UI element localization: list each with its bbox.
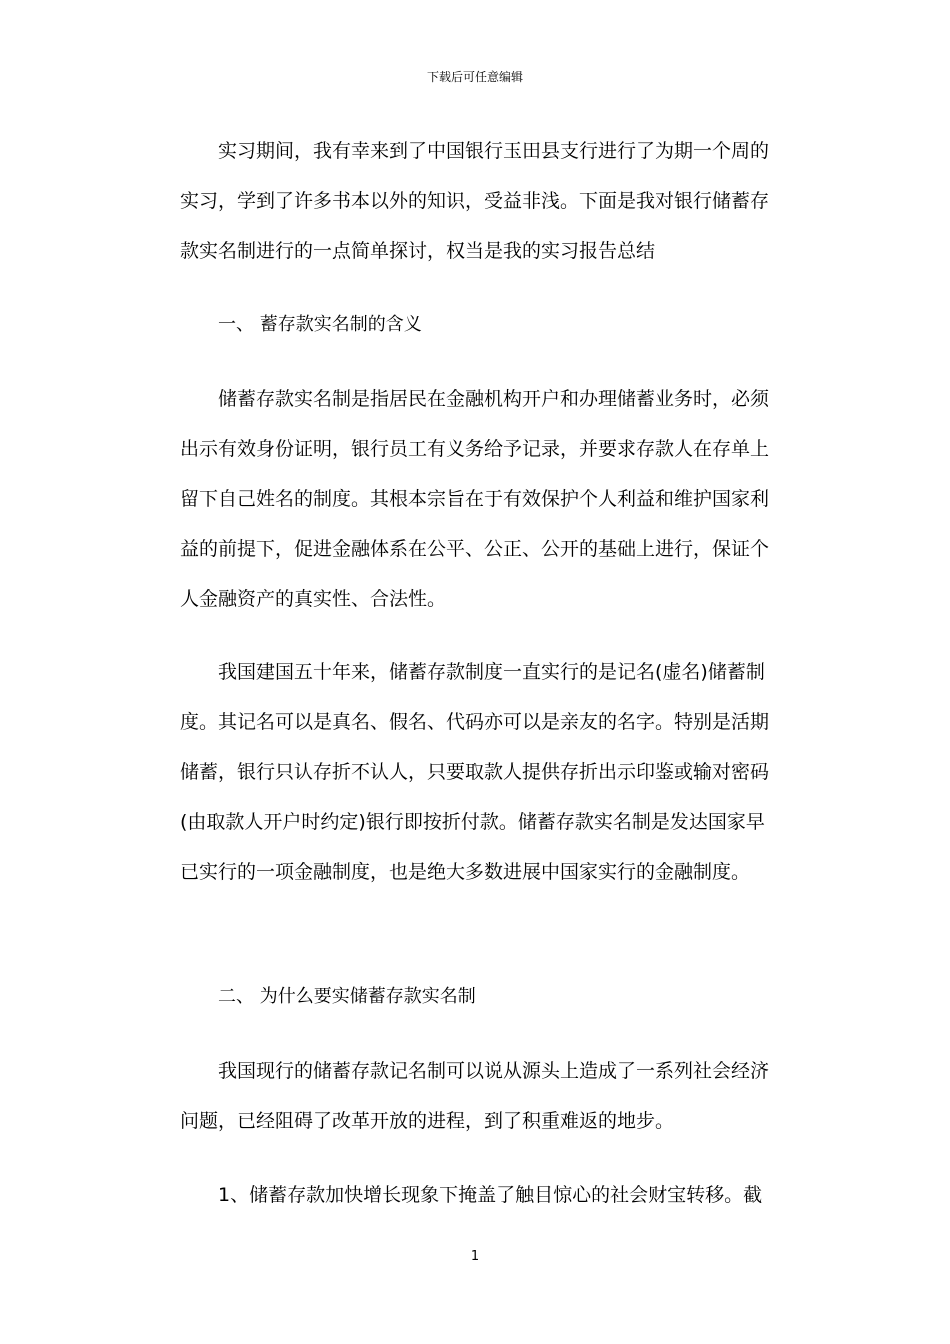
page-header: 下载后可任意编辑 <box>426 70 523 84</box>
paragraph-problems: 我国现行的储蓄存款记名制可以说从源头上造成了一系列社会经济问题，已经阻碍了改革开放的进程，到了积重难返的地步。 <box>180 1060 770 1132</box>
page-number: 1 <box>470 1249 480 1264</box>
section-heading-2: 二、 为什么要实储蓄存款实名制 <box>218 986 476 1007</box>
paragraph-point-1: 1、储蓄存款加快增长现象下掩盖了触目惊心的社会财宝转移。截 <box>218 1184 763 1206</box>
paragraph-definition: 储蓄存款实名制是指居民在金融机构开户和办理储蓄业务时，必须出示有效身份证明，银行员工有义务给予记录，并要求存款人在存单上留下自己姓名的制度。其根本宗旨在于有效保护个人利益和维护国家利益的前提下，促进金融体系在公平、公正、公开的基础上进行，保证个人金融资产的真实性、合法性。 <box>180 388 770 610</box>
section-heading-1: 一、 蓄存款实名制的含义 <box>218 314 422 335</box>
paragraph-history: 我国建国五十年来，储蓄存款制度一直实行的是记名(虚名)储蓄制度。其记名可以是真名、假名、代码亦可以是亲友的名字。特别是活期储蓄，银行只认存折不认人，只要取款人提供存折出示印鉴或输对密码(由取款人开户时约定)银行即按折付款。储蓄存款实名制是发达国家早已实行的一项金融制度，也是绝大多数进展中国家实行的金融制度。 <box>180 661 770 883</box>
paragraph-intro: 实习期间，我有幸来到了中国银行玉田县支行进行了为期一个周的实习，学到了许多书本以外的知识，受益非浅。下面是我对银行储蓄存款实名制进行的一点简单探讨，权当是我的实习报告总结 <box>180 140 770 262</box>
